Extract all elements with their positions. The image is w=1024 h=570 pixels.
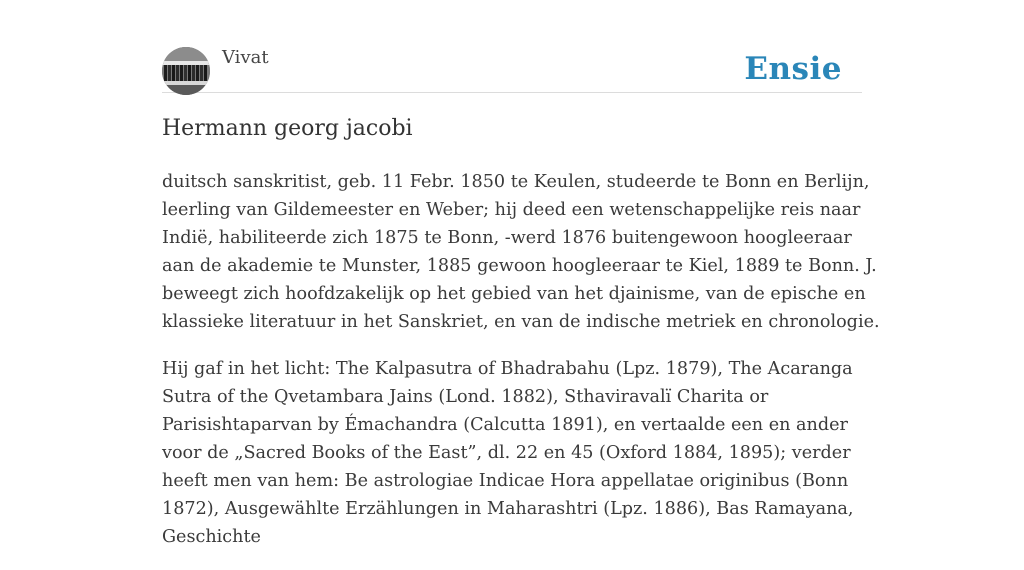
- bookshelf-avatar-icon: [162, 47, 210, 95]
- article-body: [162, 168, 882, 570]
- header: [162, 44, 862, 93]
- site-logo[interactable]: Ensie: [744, 51, 842, 87]
- article-paragraph: duitsch sanskritist, geb. 11 Febr. 1850 te Keulen, studeerde te Bonn en Berlijn, leerling van Gildemeester en Weber; hij deed een wetenschappelijke reis naar Indië, habiliteerde zich 1875 te Bonn, -werd 1876 buitengewoon hoogleeraar aan de akademie te Munster, 1885 gewoon hoogleeraar te Kiel, 1889 te Bonn. J. beweegt zich hoofdzakelijk op het gebied van het djainisme, van de epische en klassieke literatuur in het Sanskriet, en van de indische metriek en chronologie.: [162, 172, 880, 332]
- page-title: Hermann georg jacobi: [162, 116, 413, 141]
- article-paragraph: Hij gaf in het licht: The Kalpasutra of Bhadrabahu (Lpz. 1879), The Acaranga Sutra of the Qvetambara Jains (Lond. 1882), Sthaviravalï Charita or Parisishtaparvan by Émachandra (Calcutta 1891), en vertaalde een en ander voor de „Sacred Books of the East”, dl. 22 en 45 (Oxford 1884, 1895); verder heeft men van hem: Be astrologiae Indicae Hora appellatae originibus (Bonn 1872), Ausgewählte Erzählungen in Maharashtri (Lpz. 1886), Bas Ramayana, Geschichte: [162, 359, 854, 547]
- author-avatar[interactable]: [162, 47, 210, 95]
- author-name[interactable]: Vivat: [222, 47, 269, 68]
